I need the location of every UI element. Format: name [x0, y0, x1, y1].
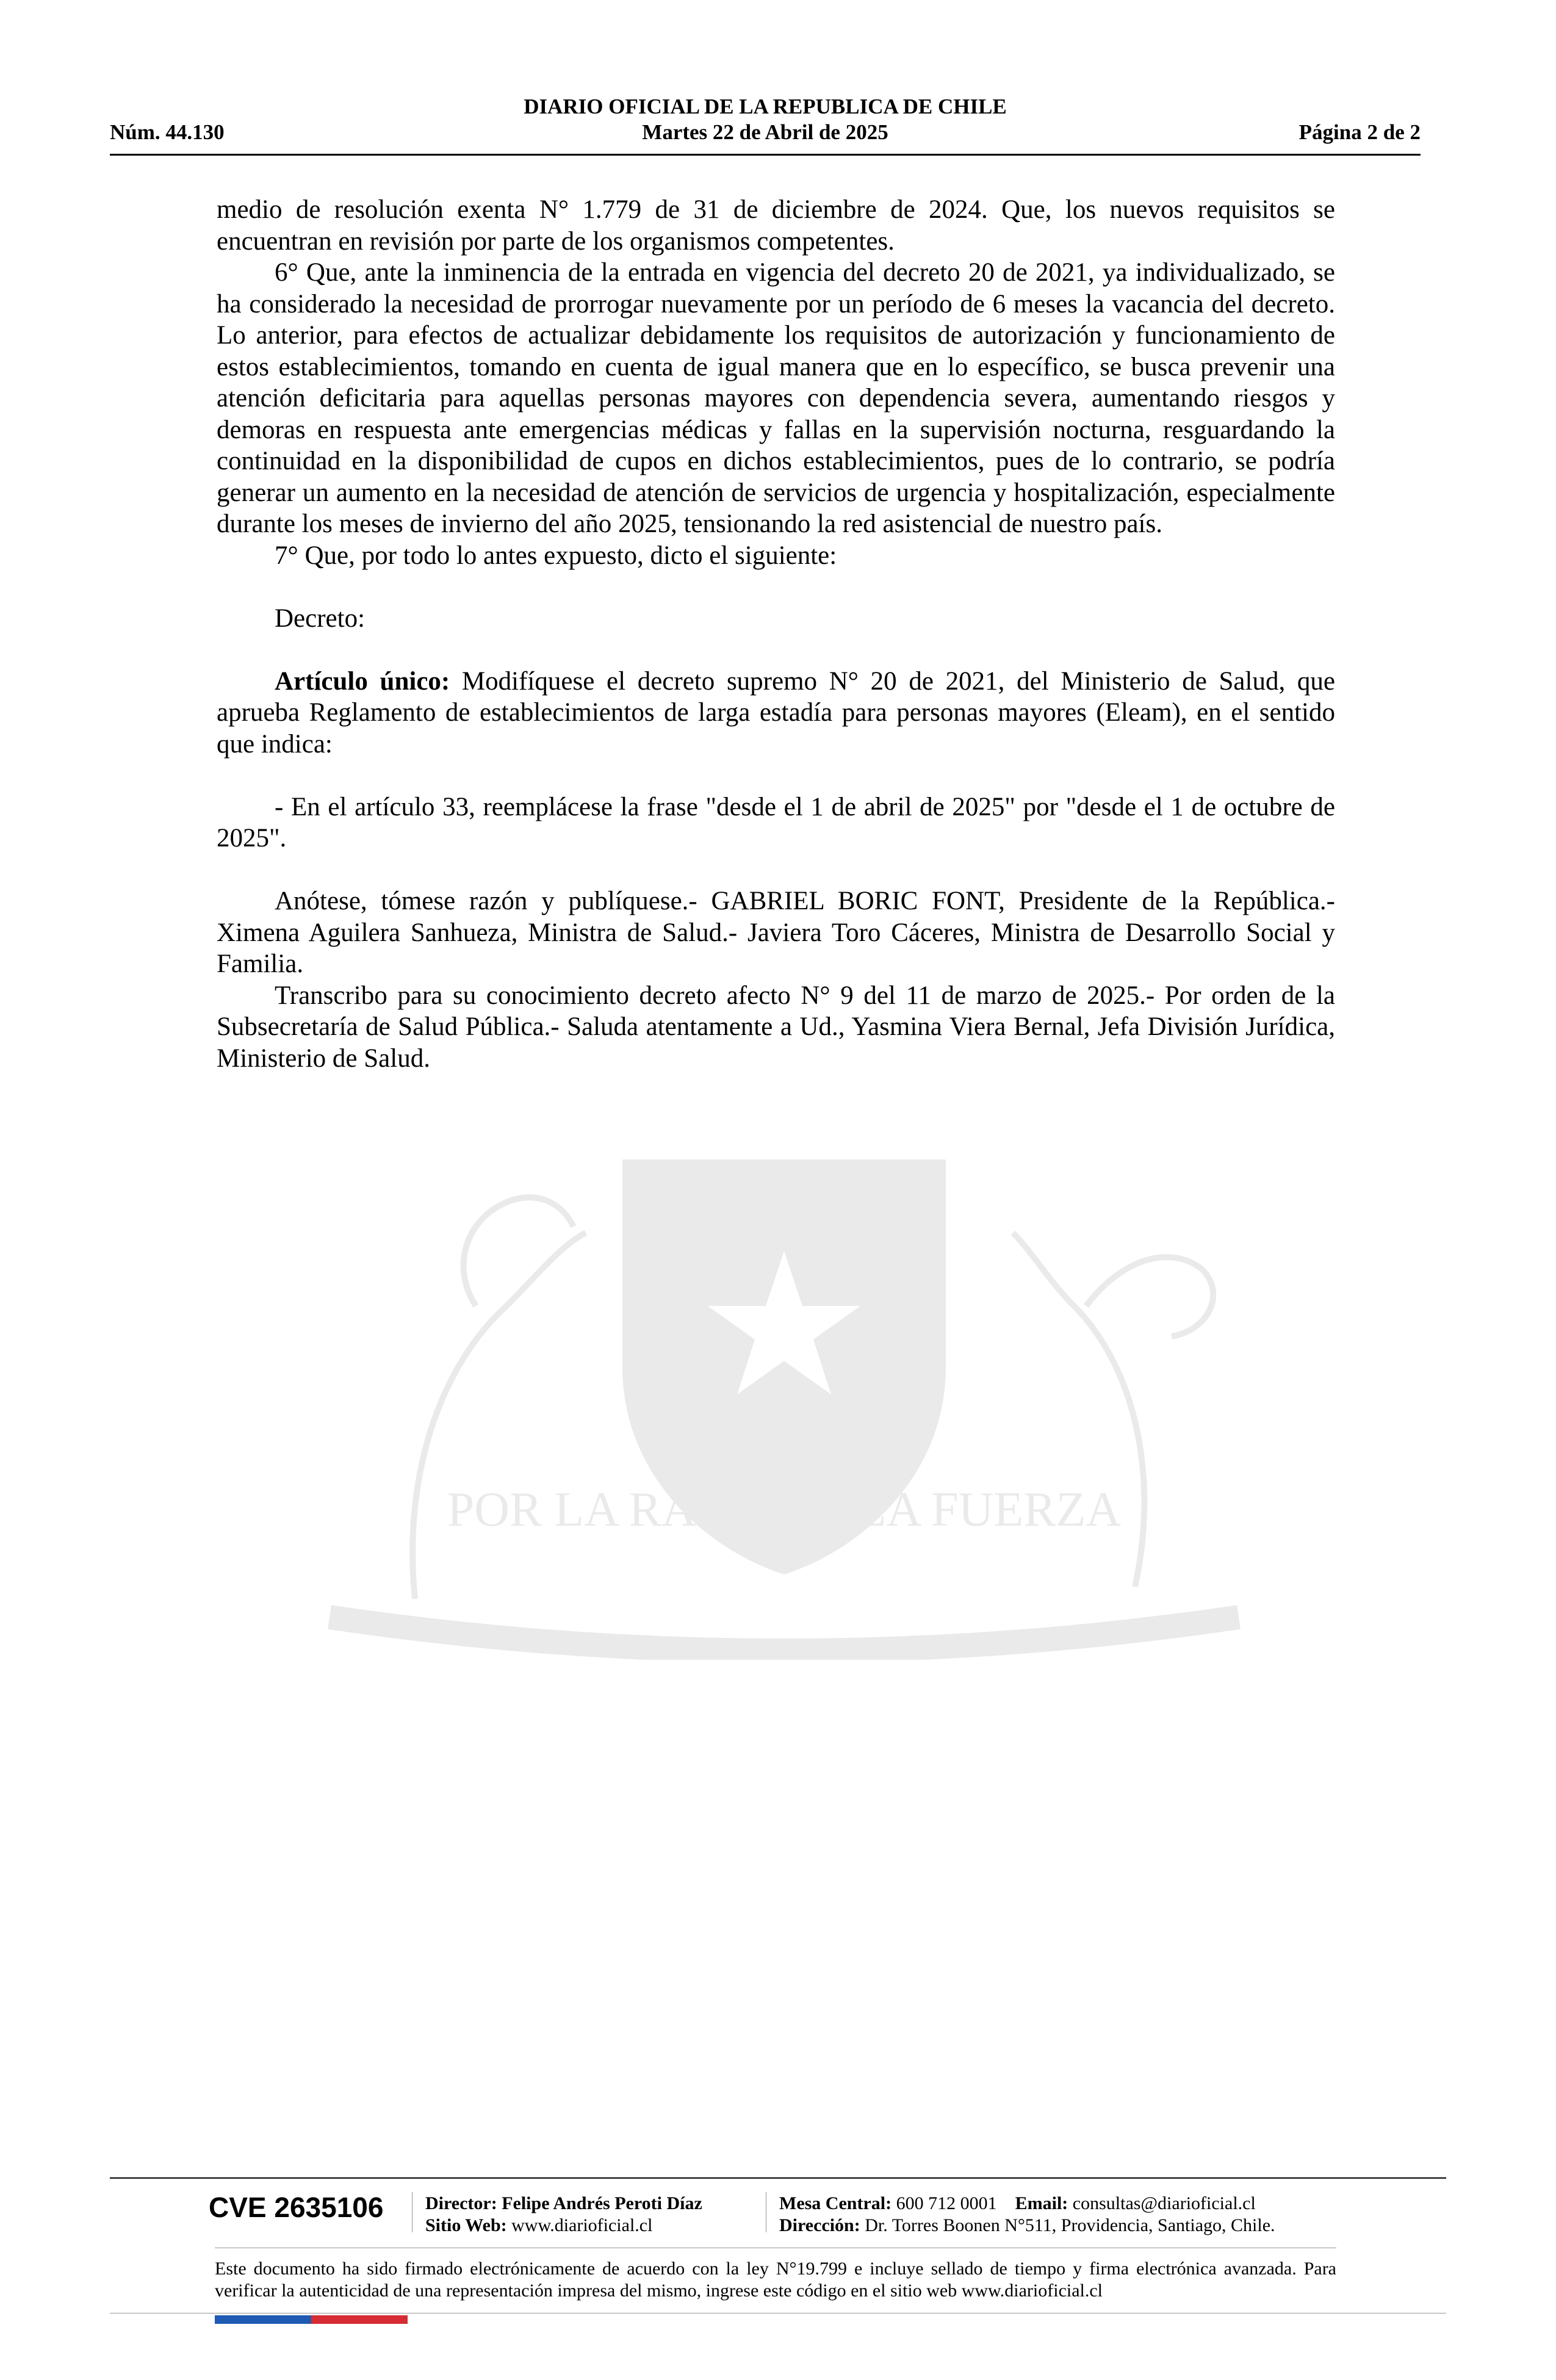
- address-text: Dr. Torres Boonen N°511, Providencia, Santiago, Chile.: [865, 2215, 1275, 2235]
- flag-stripe-red: [311, 2315, 408, 2324]
- issue-number: Núm. 44.130: [110, 120, 225, 144]
- motto-text: POR LA RAZÓN O LA FUERZA: [447, 1483, 1122, 1537]
- footer-divider: [110, 2177, 1446, 2179]
- legal-notice-text: Este documento ha sido firmado electrónicamente de acuerdo con la ley N°19.799 e incluye sellado de tiempo y firma electrónica avanzada. Para verificar la autenticidad de una representación impresa del mismo, ingrese este código en el sitio web www.diarioficial.cl: [215, 2259, 1336, 2301]
- paragraph-signatures: Anótese, tómese razón y publíquese.- GABRIEL BORIC FONT, Presidente de la República.- Ximena Aguilera Sanhueza, Ministra de Salud.- Javiera Toro Cáceres, Ministra de Desarrollo Social y Familia.: [217, 887, 1335, 978]
- paragraph-amendment: - En el artículo 33, reemplácese la frase "desde el 1 de abril de 2025" por "desde el 1 de octubre de 2025".: [217, 792, 1335, 853]
- issue-date: Martes 22 de Abril de 2025: [642, 120, 888, 144]
- motto-ribbon: [330, 1617, 1239, 1651]
- director-label: Director:: [425, 2193, 497, 2213]
- email-link[interactable]: consultas@diarioficial.cl: [1072, 2193, 1256, 2213]
- publication-title: DIARIO OFICIAL DE LA REPUBLICA DE CHILE: [524, 95, 1007, 118]
- director-name: Felipe Andrés Peroti Díaz: [502, 2193, 702, 2213]
- paragraph-considerando-7: 7° Que, por todo lo antes expuesto, dicto el siguiente:: [275, 541, 837, 570]
- address-label: Dirección:: [779, 2215, 860, 2235]
- document-body: [217, 194, 1335, 1074]
- mesa-label: Mesa Central:: [779, 2193, 892, 2213]
- site-link[interactable]: www.diarioficial.cl: [511, 2215, 653, 2235]
- page-header: [110, 95, 1421, 153]
- legal-notice: [215, 2258, 1336, 2302]
- header-divider: [110, 154, 1421, 156]
- huemul-icon: [412, 1233, 586, 1599]
- email-label: Email:: [1015, 2193, 1068, 2213]
- cve-code: CVE 2635106: [209, 2191, 384, 2223]
- footer-director-column: [425, 2193, 702, 2237]
- site-label: Sitio Web:: [425, 2215, 507, 2235]
- paragraph-article: [217, 666, 1335, 760]
- page-indicator: Página 2 de 2: [1298, 120, 1421, 144]
- paragraph-resolution: medio de resolución exenta N° 1.779 de 31 de diciembre de 2024. Que, los nuevos requisitos se encuentran en revisión por parte de los organismos competentes.: [217, 195, 1335, 256]
- paragraph-considerando-6: 6° Que, ante la inminencia de la entrada en vigencia del decreto 20 de 2021, ya individualizado, se ha considerado la necesidad de prorrogar nuevamente por un período de 6 meses la vacancia del decreto. Lo anterior, para efectos de actualizar debidamente los requisitos de autorización y funcionamiento de estos establecimientos, tomando en cuenta de igual manera que en lo específico, se busca prevenir una atención deficitaria para aquellas personas mayores con dependencia severa, aumentando riesgos y demoras en respuesta ante emergencias médicas y fallas en la supervisión nocturna, resguardando la continuidad en la disponibilidad de cupos en dichos establecimientos, pues de lo contrario, se podría generar un aumento en la necesidad de atención de servicios de urgencia y hospitalización, especialmente durante los meses de invierno del año 2025, tensionando la red asistencial de nuestro país.: [217, 258, 1335, 538]
- decree-heading: Decreto:: [275, 604, 366, 633]
- mesa-phone: 600 712 0001: [896, 2193, 997, 2213]
- article-label: Artículo único:: [275, 666, 450, 696]
- paragraph-transcription: Transcribo para su conocimiento decreto afecto N° 9 del 11 de marzo de 2025.- Por orden de la Subsecretaría de Salud Pública.- Saluda atentamente a Ud., Yasmina Viera Bernal, Jefa División Jurídica, Ministerio de Salud.: [217, 981, 1335, 1073]
- article-text: Modifíquese el decreto supremo N° 20 de 2021, del Ministerio de Salud, que aprueba Reglamento de establecimientos de larga estadía para personas mayores (Eleam), en el sentido que indica:: [217, 666, 1335, 759]
- footer-contact-column: [779, 2193, 1275, 2237]
- flag-stripe-blue: [215, 2315, 311, 2324]
- coat-of-arms-watermark: [220, 1050, 1349, 1660]
